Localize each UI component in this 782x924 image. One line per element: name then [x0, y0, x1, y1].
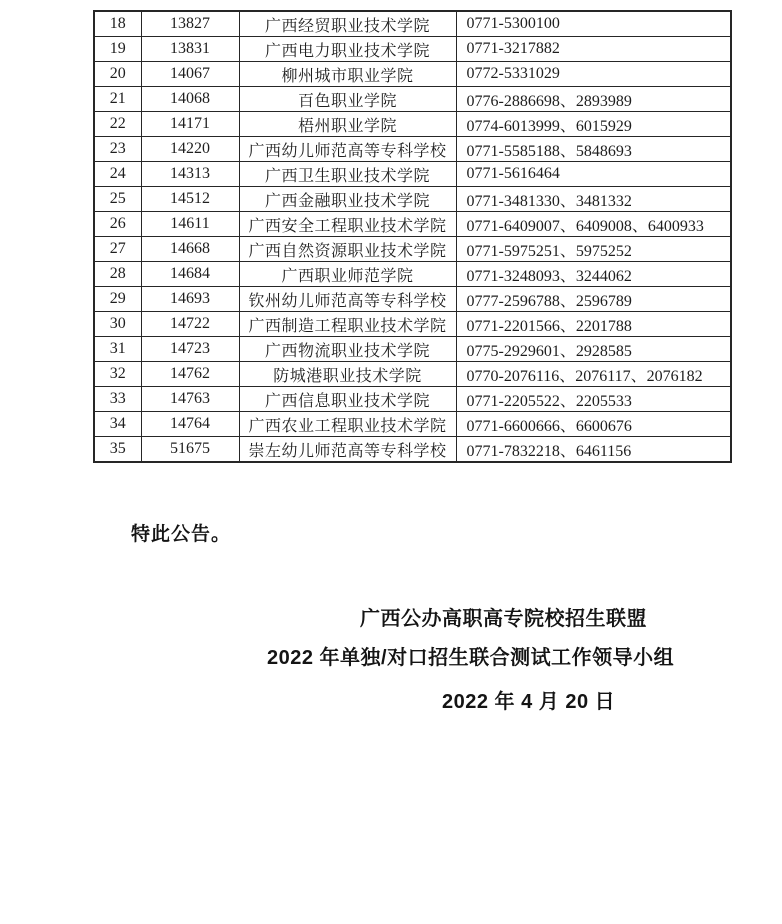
school-name-cell: 广西制造工程职业技术学院: [239, 312, 456, 337]
school-name-cell: 钦州幼儿师范高等专科学校: [239, 287, 456, 312]
table-row: [94, 237, 731, 262]
school-code-cell: 14220: [141, 137, 239, 162]
table-row: [94, 62, 731, 87]
table-row: [94, 412, 731, 437]
row-number-cell: 26: [94, 212, 141, 237]
row-number-cell: 18: [94, 11, 141, 37]
phone-cell: 0771-5585188、5848693: [456, 137, 731, 162]
table-row: [94, 187, 731, 212]
phone-cell: 0771-5300100: [456, 11, 731, 37]
table-row: [94, 87, 731, 112]
row-number-cell: 21: [94, 87, 141, 112]
school-code-cell: 14722: [141, 312, 239, 337]
phone-cell: 0775-2929601、2928585: [456, 337, 731, 362]
phone-cell: 0774-6013999、6015929: [456, 112, 731, 137]
phone-cell: 0771-3481330、3481332: [456, 187, 731, 212]
table-row: [94, 437, 731, 463]
table-row: [94, 387, 731, 412]
phone-cell: 0771-6600666、6600676: [456, 412, 731, 437]
phone-cell: 0771-3248093、3244062: [456, 262, 731, 287]
phone-cell: 0771-7832218、6461156: [456, 437, 731, 463]
school-name-cell: 广西幼儿师范高等专科学校: [239, 137, 456, 162]
school-code-cell: 14171: [141, 112, 239, 137]
row-number-cell: 29: [94, 287, 141, 312]
notice-close-text: 特此公告。: [131, 524, 232, 545]
phone-cell: 0771-2205522、2205533: [456, 387, 731, 412]
phone-cell: 0776-2886698、2893989: [456, 87, 731, 112]
school-code-cell: 14723: [141, 337, 239, 362]
school-code-cell: 14684: [141, 262, 239, 287]
row-number-cell: 33: [94, 387, 141, 412]
school-name-cell: 防城港职业技术学院: [239, 362, 456, 387]
row-number-cell: 35: [94, 437, 141, 463]
signature-organization: 广西公办高职高专院校招生联盟: [360, 608, 647, 630]
table-row: [94, 112, 731, 137]
phone-cell: 0771-5975251、5975252: [456, 237, 731, 262]
table-row: [94, 162, 731, 187]
school-code-cell: 14313: [141, 162, 239, 187]
school-name-cell: 广西职业师范学院: [239, 262, 456, 287]
school-code-cell: 51675: [141, 437, 239, 463]
table-row: [94, 337, 731, 362]
school-name-cell: 广西农业工程职业技术学院: [239, 412, 456, 437]
school-name-cell: 广西安全工程职业技术学院: [239, 212, 456, 237]
school-name-cell: 百色职业学院: [239, 87, 456, 112]
school-name-cell: 崇左幼儿师范高等专科学校: [239, 437, 456, 463]
table-row: [94, 287, 731, 312]
row-number-cell: 24: [94, 162, 141, 187]
table-row: [94, 262, 731, 287]
school-code-cell: 13831: [141, 37, 239, 62]
school-name-cell: 广西物流职业技术学院: [239, 337, 456, 362]
college-contact-table-body: [94, 11, 731, 462]
school-code-cell: 14512: [141, 187, 239, 212]
school-name-cell: 广西经贸职业技术学院: [239, 11, 456, 37]
school-code-cell: 14611: [141, 212, 239, 237]
school-code-cell: 14068: [141, 87, 239, 112]
phone-cell: 0777-2596788、2596789: [456, 287, 731, 312]
phone-cell: 0770-2076116、2076117、2076182: [456, 362, 731, 387]
school-code-cell: 14668: [141, 237, 239, 262]
row-number-cell: 28: [94, 262, 141, 287]
row-number-cell: 34: [94, 412, 141, 437]
school-code-cell: 14693: [141, 287, 239, 312]
school-name-cell: 广西卫生职业技术学院: [239, 162, 456, 187]
school-name-cell: 广西金融职业技术学院: [239, 187, 456, 212]
school-name-cell: 梧州职业学院: [239, 112, 456, 137]
phone-cell: 0771-3217882: [456, 37, 731, 62]
phone-cell: 0771-2201566、2201788: [456, 312, 731, 337]
table-row: [94, 37, 731, 62]
signature-date: 2022 年 4 月 20 日: [442, 691, 616, 713]
row-number-cell: 32: [94, 362, 141, 387]
school-code-cell: 14763: [141, 387, 239, 412]
row-number-cell: 31: [94, 337, 141, 362]
table-row: [94, 137, 731, 162]
phone-cell: 0771-6409007、6409008、6400933: [456, 212, 731, 237]
school-name-cell: 柳州城市职业学院: [239, 62, 456, 87]
row-number-cell: 27: [94, 237, 141, 262]
row-number-cell: 23: [94, 137, 141, 162]
table-row: [94, 312, 731, 337]
phone-cell: 0772-5331029: [456, 62, 731, 87]
table-row: [94, 362, 731, 387]
school-code-cell: 13827: [141, 11, 239, 37]
school-code-cell: 14762: [141, 362, 239, 387]
row-number-cell: 22: [94, 112, 141, 137]
row-number-cell: 19: [94, 37, 141, 62]
school-name-cell: 广西自然资源职业技术学院: [239, 237, 456, 262]
school-name-cell: 广西信息职业技术学院: [239, 387, 456, 412]
school-code-cell: 14764: [141, 412, 239, 437]
school-name-cell: 广西电力职业技术学院: [239, 37, 456, 62]
table-row: [94, 212, 731, 237]
row-number-cell: 30: [94, 312, 141, 337]
school-code-cell: 14067: [141, 62, 239, 87]
row-number-cell: 20: [94, 62, 141, 87]
college-contact-table: [93, 10, 732, 463]
signature-workgroup: 2022 年单独/对口招生联合测试工作领导小组: [267, 647, 675, 669]
row-number-cell: 25: [94, 187, 141, 212]
phone-cell: 0771-5616464: [456, 162, 731, 187]
table-row: [94, 11, 731, 37]
